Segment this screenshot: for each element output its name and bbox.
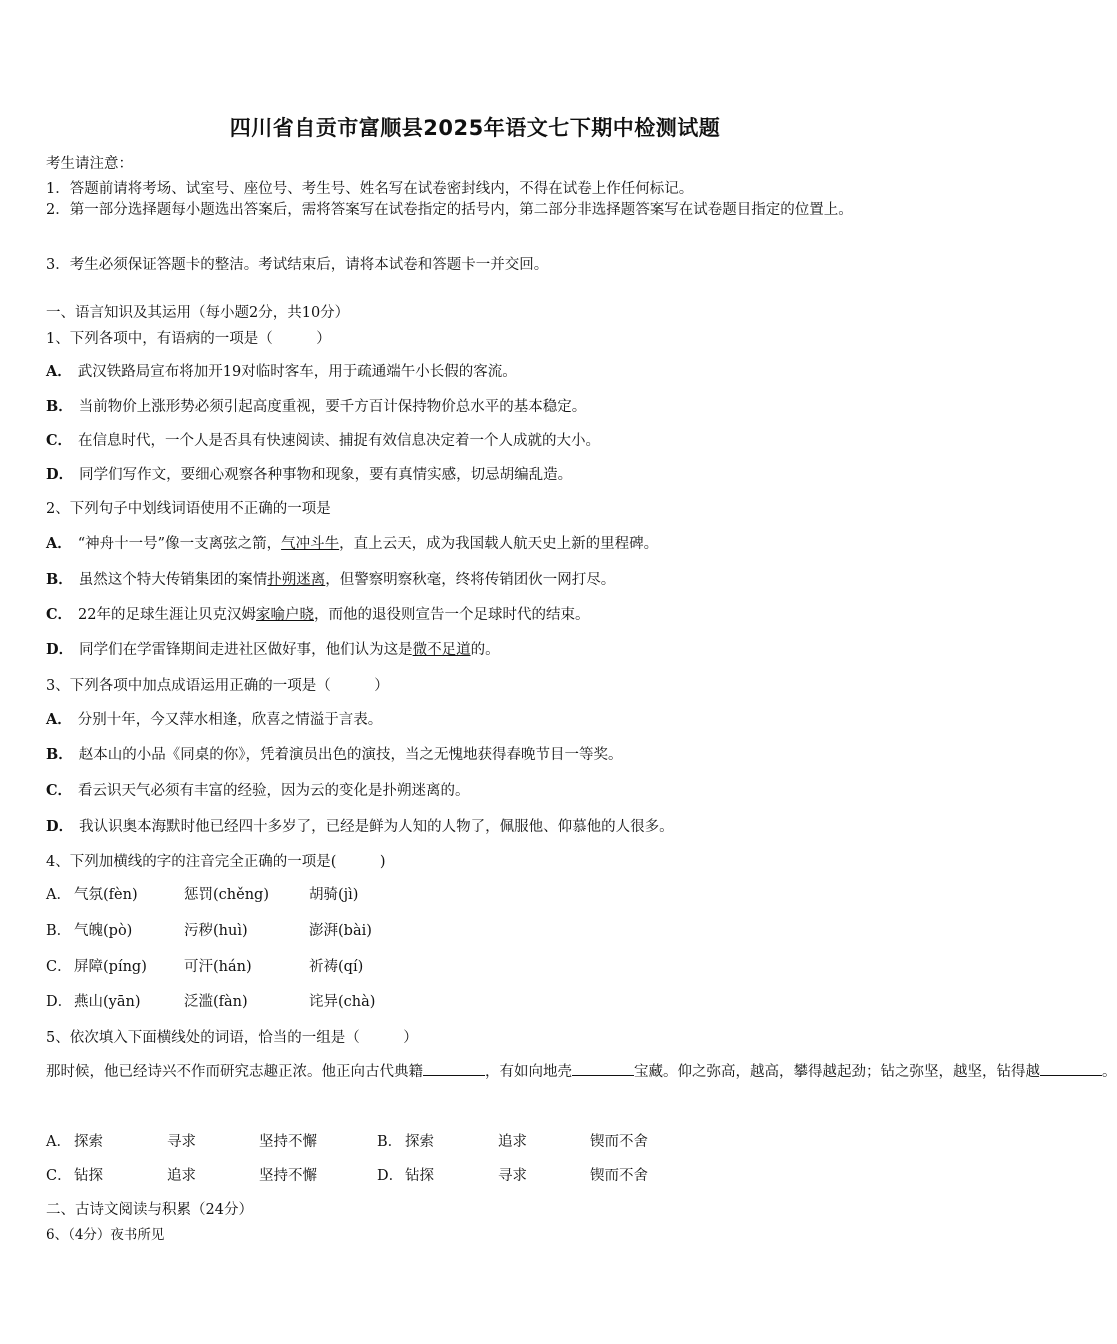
option-label: B． xyxy=(46,923,72,939)
fill-blank xyxy=(572,1061,634,1076)
option-text: 虽然这个特大传销集团的案情 xyxy=(78,572,268,588)
question-stem: 6、（4分）夜书所见 xyxy=(46,1227,165,1243)
underlined-term: 气冲斗牛 xyxy=(281,536,340,552)
pinyin-item: 气氛(fèn) xyxy=(74,887,138,903)
notice-heading: 考生请注意： xyxy=(46,156,133,172)
option-label: A． xyxy=(46,535,72,552)
option-label: C． xyxy=(46,432,73,449)
fill-blank xyxy=(1040,1061,1102,1076)
option-label: B． xyxy=(46,398,73,415)
underlined-term: 家喻户晓 xyxy=(256,607,314,623)
pinyin-item: 惩罚(chěng) xyxy=(184,887,269,903)
option-label: C． xyxy=(46,959,72,975)
fill-blank xyxy=(423,1061,485,1076)
option-c xyxy=(46,429,600,450)
word-item: 坚持不懈 xyxy=(259,1134,317,1150)
pinyin-item: 气魄(pò) xyxy=(74,923,133,939)
option-text: 看云识天气必须有丰富的经验，因为云的变化是扑朔迷离的。 xyxy=(78,783,470,799)
word-item: 锲而不舍 xyxy=(590,1134,648,1150)
option-text: “神舟十一号”像一支离弦之箭， xyxy=(77,536,282,552)
option-label: D． xyxy=(46,641,74,658)
pinyin-item: 可汗(hán) xyxy=(184,959,252,975)
option-label: B． xyxy=(46,746,73,763)
pinyin-item: 泛滥(fàn) xyxy=(184,994,248,1010)
word-item: 探索 xyxy=(405,1134,434,1150)
option-text: 分别十年，今又萍水相逢，欣喜之情溢于言表。 xyxy=(77,712,383,728)
passage-text: ，有如向地壳 xyxy=(485,1064,572,1080)
option-text: 当前物价上涨形势必须引起高度重视，要千方百计保持物价总水平的基本稳定。 xyxy=(78,399,587,415)
passage-text: 那时候，他已经诗兴不作而研究志趣正浓。他正向古代典籍 xyxy=(46,1064,423,1080)
option-c xyxy=(46,603,590,624)
option-label: B． xyxy=(377,1134,403,1150)
passage-text: 宝藏。仰之弥高，越高，攀得越起劲；钻之弥坚，越坚，钻得越 xyxy=(634,1064,1040,1080)
option-label: B． xyxy=(46,571,73,588)
option-label: C． xyxy=(46,1168,72,1184)
question-stem: 4、下列加横线的字的注音完全正确的一项是( ) xyxy=(46,854,386,870)
word-item: 坚持不懈 xyxy=(259,1168,317,1184)
notice-item: 1．答题前请将考场、试室号、座位号、考生号、姓名写在试卷密封线内，不得在试卷上作任何标记。 xyxy=(46,181,694,197)
option-label: D． xyxy=(377,1168,404,1184)
notice-item: 3．考生必须保证答题卡的整洁。考试结束后，请将本试卷和答题卡一并交回。 xyxy=(46,257,549,273)
option-text: ，而他的退役则宣告一个足球时代的结束。 xyxy=(314,607,590,623)
option-text: ，直上云天，成为我国载人航天史上新的里程碑。 xyxy=(339,536,659,552)
option-label: D． xyxy=(46,818,74,835)
option-b xyxy=(46,743,623,764)
option-text: 同学们在学雷锋期间走进社区做好事，他们认为这是 xyxy=(79,642,413,658)
option-text: 同学们写作文，要细心观察各种事物和现象，要有真情实感，切忌胡编乱造。 xyxy=(79,467,573,483)
option-a xyxy=(46,360,517,381)
option-label: A． xyxy=(46,711,72,728)
option-label: D． xyxy=(46,994,73,1010)
option-d xyxy=(46,638,500,659)
pinyin-item: 诧异(chà) xyxy=(309,994,376,1010)
option-a xyxy=(46,708,382,729)
option-text: 在信息时代，一个人是否具有快速阅读、捕捉有效信息决定着一个人成就的大小。 xyxy=(78,433,601,449)
question-stem: 3、下列各项中加点成语运用正确的一项是（ ） xyxy=(46,678,389,694)
section-heading: 二、古诗文阅读与积累（24分） xyxy=(46,1202,253,1218)
option-d xyxy=(46,815,674,836)
section-heading: 一、语言知识及其运用（每小题2分，共10分） xyxy=(46,305,350,321)
page-title: 四川省自贡市富顺县2025年语文七下期中检测试题 xyxy=(229,116,721,140)
option-text: ，但警察明察秋毫，终将传销团伙一网打尽。 xyxy=(325,572,616,588)
question-stem: 5、依次填入下面横线处的词语，恰当的一组是（ ） xyxy=(46,1030,418,1046)
option-text: 的。 xyxy=(470,642,500,658)
option-a xyxy=(46,532,658,553)
question-stem: 2、下列句子中划线词语使用不正确的一项是 xyxy=(46,501,331,517)
option-label: A． xyxy=(46,363,72,380)
option-label: D． xyxy=(46,466,74,483)
word-item: 追求 xyxy=(498,1134,527,1150)
pinyin-item: 澎湃(bài) xyxy=(309,923,372,939)
pinyin-item: 祈祷(qí) xyxy=(309,959,364,975)
passage-line xyxy=(46,1060,1117,1081)
notice-item: 2．第一部分选择题每小题选出答案后，需将答案写在试卷指定的括号内，第二部分非选择题答案写在试卷题目指定的位置上。 xyxy=(46,202,853,218)
underlined-term: 扑朔迷离 xyxy=(267,572,326,588)
option-label: A． xyxy=(46,887,71,903)
passage-text: 。 xyxy=(1102,1064,1117,1080)
word-item: 追求 xyxy=(167,1168,196,1184)
word-item: 锲而不舍 xyxy=(590,1168,648,1184)
word-item: 寻求 xyxy=(167,1134,196,1150)
option-text: 赵本山的小品《同桌的你》，凭着演员出色的演技，当之无愧地获得春晚节目一等奖。 xyxy=(78,747,623,763)
option-d xyxy=(46,463,572,484)
underlined-term: 微不足道 xyxy=(412,642,471,658)
word-item: 寻求 xyxy=(498,1168,527,1184)
word-item: 钻探 xyxy=(74,1168,103,1184)
word-item: 钻探 xyxy=(405,1168,434,1184)
pinyin-item: 燕山(yān) xyxy=(74,994,141,1010)
option-text: 22年的足球生涯让贝克汉姆 xyxy=(78,607,256,623)
option-label: A． xyxy=(46,1134,71,1150)
option-b xyxy=(46,395,586,416)
question-stem: 1、下列各项中，有语病的一项是（ ） xyxy=(46,331,331,347)
pinyin-item: 胡骑(jì) xyxy=(309,887,359,903)
word-item: 探索 xyxy=(74,1134,103,1150)
pinyin-item: 污秽(huì) xyxy=(184,923,248,939)
option-b xyxy=(46,568,615,589)
option-text: 我认识奥本海默时他已经四十多岁了，已经是鲜为人知的人物了，佩服他、仰慕他的人很多。 xyxy=(79,819,674,835)
pinyin-item: 屏障(píng) xyxy=(74,959,147,975)
option-c xyxy=(46,779,470,800)
option-label: C． xyxy=(46,606,73,623)
option-text: 武汉铁路局宣布将加开19对临时客车，用于疏通端午小长假的客流。 xyxy=(77,364,517,380)
option-label: C． xyxy=(46,782,73,799)
